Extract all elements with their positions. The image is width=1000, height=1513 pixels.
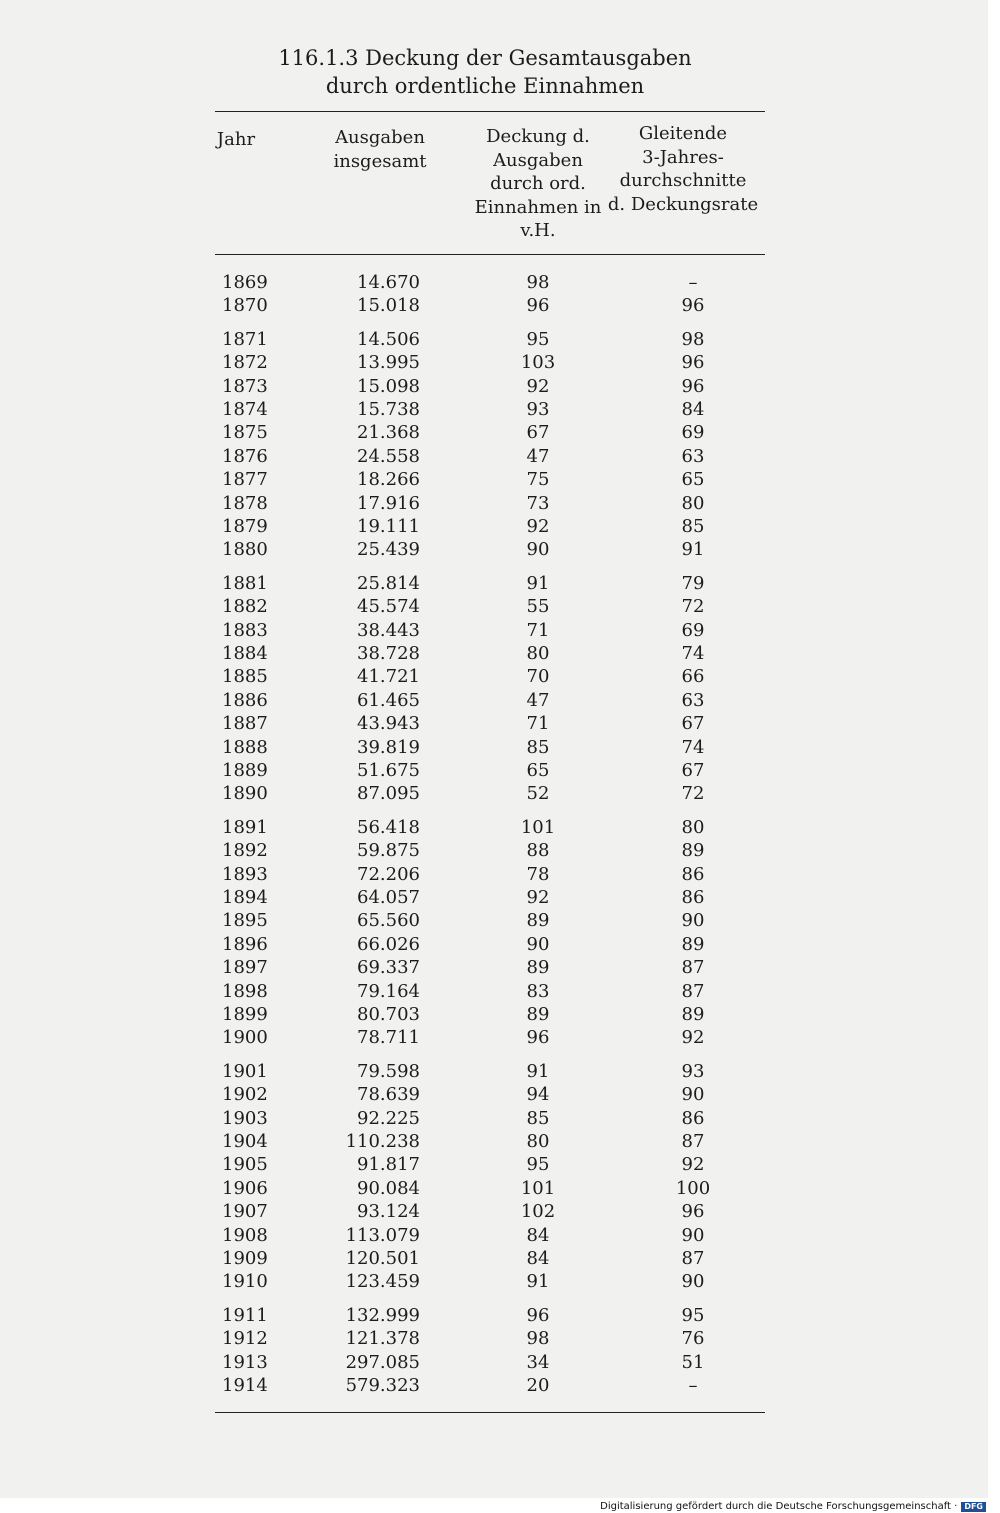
cell-jahr: 1900 [222, 1027, 268, 1049]
cell-deckung: 98 [526, 272, 550, 293]
cell-deckung: 101 [520, 816, 556, 838]
header-rule [215, 254, 765, 255]
cell-deckung: 70 [526, 666, 550, 688]
cell-gleitende: 84 [681, 399, 705, 420]
cell-gleitende: 67 [681, 760, 705, 781]
cell-deckung: 52 [526, 783, 550, 805]
header-ausgaben: Ausgaben insgesamt [333, 127, 427, 172]
cell-jahr: 1909 [222, 1248, 268, 1269]
cell-ausgaben: 15.738 [357, 399, 420, 420]
cell-gleitende: 92 [681, 1027, 705, 1049]
cell-jahr: 1897 [222, 957, 268, 979]
cell-ausgaben: 93.124 [357, 1201, 420, 1223]
cell-gleitende: 90 [681, 1224, 705, 1246]
top-rule [215, 111, 765, 112]
cell-gleitende: 67 [681, 713, 705, 735]
header-deckung: Deckung d. Ausgaben durch ord. Einnahmen in v.H. [474, 126, 602, 241]
cell-jahr: 1912 [222, 1328, 268, 1350]
cell-deckung: 92 [526, 516, 550, 537]
cell-deckung: 96 [526, 1027, 550, 1049]
cell-gleitende: 96 [681, 352, 705, 374]
cell-gleitende: 90 [681, 1084, 705, 1106]
cell-ausgaben: 59.875 [357, 840, 420, 862]
cell-deckung: 80 [526, 1131, 550, 1152]
cell-gleitende: 90 [681, 910, 705, 932]
cell-jahr: 1880 [222, 539, 268, 561]
cell-ausgaben: 38.728 [357, 643, 420, 664]
cell-jahr: 1877 [222, 469, 268, 491]
cell-deckung: 47 [526, 689, 550, 711]
cell-deckung: 88 [526, 840, 550, 862]
cell-gleitende: 93 [681, 1060, 705, 1082]
cell-jahr: 1882 [222, 596, 268, 618]
cell-jahr: 1913 [222, 1351, 268, 1373]
cell-jahr: 1893 [222, 863, 268, 885]
cell-jahr: 1890 [222, 783, 268, 805]
cell-gleitende: 100 [675, 1177, 711, 1199]
cell-deckung: 93 [526, 399, 550, 420]
cell-jahr: 1901 [222, 1060, 268, 1082]
cell-ausgaben: 72.206 [357, 863, 420, 885]
cell-ausgaben: 39.819 [357, 736, 420, 758]
cell-gleitende: 74 [681, 736, 705, 758]
cell-jahr: 1873 [222, 375, 268, 397]
cell-gleitende: 76 [681, 1328, 705, 1350]
cell-gleitende: 89 [681, 933, 705, 955]
cell-ausgaben: 579.323 [345, 1375, 420, 1396]
cell-ausgaben: 19.111 [357, 516, 420, 537]
cell-gleitende: 65 [681, 469, 705, 491]
header-jahr: Jahr [216, 129, 256, 150]
cell-deckung: 20 [526, 1375, 550, 1396]
cell-jahr: 1869 [222, 272, 268, 293]
cell-ausgaben: 41.721 [357, 666, 420, 688]
cell-gleitende: 89 [681, 840, 705, 862]
cell-deckung: 95 [526, 1154, 550, 1176]
cell-ausgaben: 25.814 [357, 572, 420, 594]
cell-ausgaben: 15.098 [357, 375, 420, 397]
cell-ausgaben: 79.164 [357, 980, 420, 1002]
cell-deckung: 94 [526, 1084, 550, 1106]
cell-jahr: 1911 [222, 1304, 268, 1326]
cell-gleitende: 63 [681, 689, 705, 711]
cell-deckung: 71 [526, 713, 550, 735]
cell-ausgaben: 43.943 [357, 713, 420, 735]
cell-ausgaben: 51.675 [357, 760, 420, 781]
cell-jahr: 1887 [222, 713, 268, 735]
cell-ausgaben: 79.598 [357, 1060, 420, 1082]
cell-deckung: 91 [526, 572, 550, 594]
cell-jahr: 1883 [222, 619, 268, 641]
cell-jahr: 1885 [222, 666, 268, 688]
cell-gleitende: 63 [681, 445, 705, 467]
cell-jahr: 1899 [222, 1004, 268, 1025]
cell-ausgaben: 78.639 [357, 1084, 420, 1106]
cell-jahr: 1898 [222, 980, 268, 1002]
cell-jahr: 1879 [222, 516, 268, 537]
cell-jahr: 1914 [222, 1375, 268, 1396]
cell-deckung: 71 [526, 619, 550, 641]
cell-jahr: 1895 [222, 910, 268, 932]
cell-jahr: 1878 [222, 492, 268, 514]
cell-jahr: 1888 [222, 736, 268, 758]
cell-ausgaben: 80.703 [357, 1004, 420, 1025]
cell-gleitende: 89 [681, 1004, 705, 1025]
cell-jahr: 1905 [222, 1154, 268, 1176]
cell-ausgaben: 78.711 [357, 1027, 420, 1049]
cell-deckung: 92 [526, 375, 550, 397]
cell-jahr: 1908 [222, 1224, 268, 1246]
cell-jahr: 1904 [222, 1131, 268, 1152]
cell-ausgaben: 69.337 [357, 957, 420, 979]
cell-ausgaben: 91.817 [357, 1154, 420, 1176]
cell-deckung: 89 [526, 957, 550, 979]
cell-deckung: 101 [520, 1177, 556, 1199]
cell-jahr: 1910 [222, 1271, 268, 1293]
footer-text: Digitalisierung gefördert durch die Deutsche Forschungsgemeinschaft · [600, 1501, 958, 1512]
cell-deckung: 84 [526, 1224, 550, 1246]
cell-jahr: 1894 [222, 887, 268, 908]
cell-deckung: 91 [526, 1271, 550, 1293]
cell-ausgaben: 121.378 [345, 1328, 420, 1350]
cell-jahr: 1889 [222, 760, 268, 781]
cell-gleitende: 85 [681, 516, 705, 537]
cell-ausgaben: 123.459 [345, 1271, 420, 1293]
cell-gleitende: 80 [681, 816, 705, 838]
cell-gleitende: 69 [681, 422, 705, 444]
cell-ausgaben: 92.225 [357, 1107, 420, 1129]
digitization-footer [600, 1500, 986, 1513]
cell-deckung: 75 [526, 469, 550, 491]
cell-gleitende: 87 [681, 980, 705, 1002]
cell-ausgaben: 21.368 [357, 422, 420, 444]
cell-gleitende: 91 [681, 539, 705, 561]
cell-ausgaben: 64.057 [357, 887, 420, 908]
cell-deckung: 80 [526, 643, 550, 664]
cell-deckung: 84 [526, 1248, 550, 1269]
cell-deckung: 65 [526, 760, 550, 781]
cell-deckung: 85 [526, 1107, 550, 1129]
cell-gleitende: 72 [681, 783, 705, 805]
cell-deckung: 55 [526, 596, 550, 618]
cell-jahr: 1896 [222, 933, 268, 955]
cell-ausgaben: 132.999 [345, 1304, 420, 1326]
cell-ausgaben: 113.079 [345, 1224, 420, 1246]
cell-deckung: 92 [526, 887, 550, 908]
cell-deckung: 89 [526, 910, 550, 932]
cell-ausgaben: 17.916 [357, 492, 420, 514]
cell-gleitende: 86 [681, 887, 705, 908]
cell-ausgaben: 66.026 [357, 933, 420, 955]
cell-jahr: 1874 [222, 399, 268, 420]
cell-gleitende: 87 [681, 1248, 705, 1269]
cell-jahr: 1907 [222, 1201, 268, 1223]
cell-gleitende: – [688, 272, 698, 293]
cell-jahr: 1906 [222, 1177, 268, 1199]
cell-ausgaben: 38.443 [357, 619, 420, 641]
cell-ausgaben: 14.506 [357, 328, 420, 350]
cell-ausgaben: 18.266 [357, 469, 420, 491]
cell-deckung: 90 [526, 539, 550, 561]
cell-ausgaben: 13.995 [357, 352, 420, 374]
cell-jahr: 1903 [222, 1107, 268, 1129]
cell-deckung: 96 [526, 1304, 550, 1326]
cell-gleitende: 95 [681, 1304, 705, 1326]
cell-ausgaben: 110.238 [345, 1131, 420, 1152]
cell-jahr: 1884 [222, 643, 268, 664]
cell-deckung: 67 [526, 422, 550, 444]
cell-ausgaben: 45.574 [357, 596, 420, 618]
cell-jahr: 1871 [222, 328, 268, 350]
cell-deckung: 47 [526, 445, 550, 467]
cell-deckung: 73 [526, 492, 550, 514]
cell-deckung: 34 [526, 1351, 550, 1373]
table-title-line-2: durch ordentliche Einnahmen [325, 74, 645, 98]
cell-deckung: 89 [526, 1004, 550, 1025]
cell-ausgaben: 65.560 [357, 910, 420, 932]
cell-deckung: 91 [526, 1060, 550, 1082]
cell-deckung: 96 [526, 295, 550, 317]
cell-deckung: 85 [526, 736, 550, 758]
cell-gleitende: 79 [681, 572, 705, 594]
cell-jahr: 1892 [222, 840, 268, 862]
cell-jahr: 1891 [222, 816, 268, 838]
cell-jahr: 1870 [222, 295, 268, 317]
cell-deckung: 95 [526, 328, 550, 350]
cell-gleitende: – [688, 1375, 698, 1396]
cell-gleitende: 96 [681, 375, 705, 397]
cell-ausgaben: 56.418 [357, 816, 420, 838]
cell-gleitende: 74 [681, 643, 705, 664]
cell-deckung: 78 [526, 863, 550, 885]
cell-jahr: 1875 [222, 422, 268, 444]
cell-gleitende: 72 [681, 596, 705, 618]
cell-jahr: 1876 [222, 445, 268, 467]
cell-deckung: 102 [520, 1201, 556, 1223]
cell-gleitende: 80 [681, 492, 705, 514]
cell-gleitende: 51 [681, 1351, 705, 1373]
cell-gleitende: 66 [681, 666, 705, 688]
cell-jahr: 1881 [222, 572, 268, 594]
cell-ausgaben: 24.558 [357, 445, 420, 467]
cell-gleitende: 86 [681, 1107, 705, 1129]
cell-jahr: 1886 [222, 689, 268, 711]
cell-gleitende: 92 [681, 1154, 705, 1176]
cell-ausgaben: 15.018 [357, 295, 420, 317]
cell-jahr: 1902 [222, 1084, 268, 1106]
bottom-rule [215, 1412, 765, 1413]
cell-jahr: 1872 [222, 352, 268, 374]
cell-gleitende: 96 [681, 295, 705, 317]
cell-gleitende: 69 [681, 619, 705, 641]
cell-ausgaben: 87.095 [357, 783, 420, 805]
cell-ausgaben: 90.084 [357, 1177, 420, 1199]
cell-ausgaben: 61.465 [357, 689, 420, 711]
cell-gleitende: 87 [681, 1131, 705, 1152]
cell-deckung: 103 [520, 352, 556, 374]
cell-deckung: 83 [526, 980, 550, 1002]
cell-ausgaben: 120.501 [345, 1248, 420, 1269]
cell-deckung: 98 [526, 1328, 550, 1350]
cell-gleitende: 87 [681, 957, 705, 979]
table-title-line-1: 116.1.3 Deckung der Gesamtausgaben [278, 46, 692, 70]
cell-deckung: 90 [526, 933, 550, 955]
cell-ausgaben: 297.085 [345, 1351, 420, 1373]
cell-ausgaben: 25.439 [357, 539, 420, 561]
dfg-logo: DFG [961, 1502, 986, 1512]
cell-gleitende: 86 [681, 863, 705, 885]
cell-gleitende: 90 [681, 1271, 705, 1293]
cell-gleitende: 96 [681, 1201, 705, 1223]
cell-ausgaben: 14.670 [357, 272, 420, 293]
header-gleitende: Gleitende 3-Jahres- durchschnitte d. Deckungsrate [607, 123, 759, 215]
cell-gleitende: 98 [681, 328, 705, 350]
